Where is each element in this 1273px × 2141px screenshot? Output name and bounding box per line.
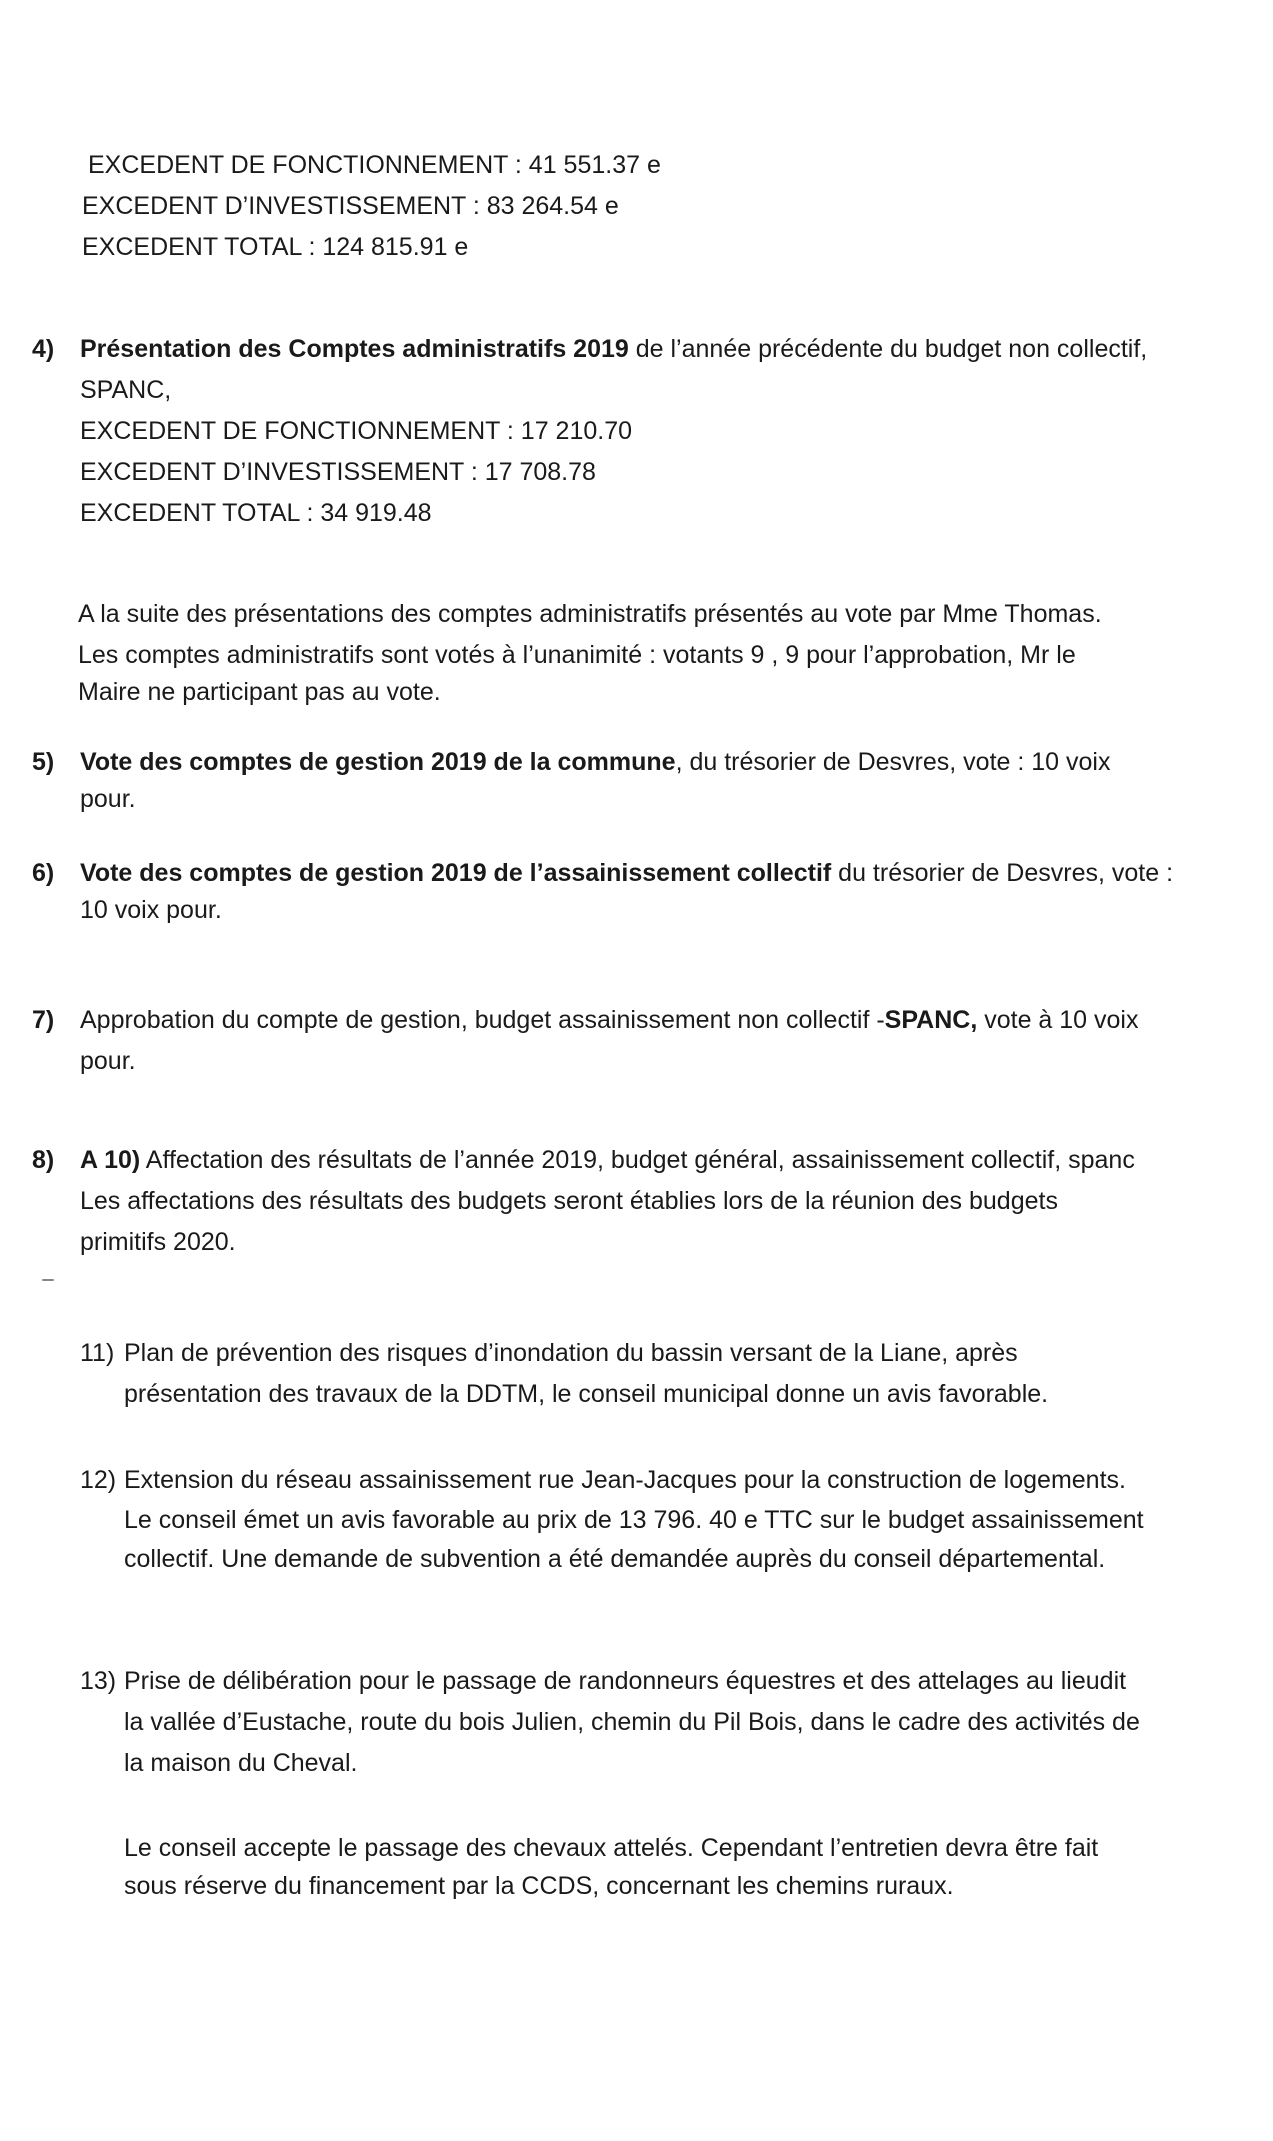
item-6-number: 6) — [32, 859, 55, 887]
item-7-line-2: pour. — [80, 1047, 136, 1075]
item-7-number: 7) — [32, 1006, 55, 1034]
excedent-investissement-1: EXCEDENT D’INVESTISSEMENT : 83 264.54 e — [82, 192, 619, 220]
item-8-line-1 — [80, 1140, 1135, 1181]
item-6-text: du trésorier de Desvres, vote : — [831, 859, 1174, 887]
item-6-bold: Vote des comptes de gestion 2019 de l’assainissement collectif — [80, 859, 832, 887]
item-4-text: de l’année précédente du budget non collectif, — [628, 335, 1148, 363]
item-13-paragraph-line-2: sous réserve du financement par la CCDS, concernant les chemins ruraux. — [124, 1872, 954, 1900]
vote-paragraph-line-2: Les comptes administratifs sont votés à l’unanimité : votants 9 , 9 pour l’approbation, Mr le — [78, 641, 1076, 669]
item-8-bold: A 10) — [80, 1146, 141, 1174]
item-11-line-2: présentation des travaux de la DDTM, le conseil municipal donne un avis favorable. — [124, 1380, 1049, 1408]
item-4-number: 4) — [32, 335, 55, 363]
item-8-number: 8) — [32, 1146, 55, 1174]
item-4-excedent-investissement: EXCEDENT D’INVESTISSEMENT : 17 708.78 — [80, 458, 596, 486]
item-4-bold: Présentation des Comptes administratifs 2019 — [80, 335, 629, 363]
item-7-text: Approbation du compte de gestion, budget assainissement non collectif - — [80, 1006, 885, 1034]
item-4-line-2: SPANC, — [80, 376, 172, 404]
item-11-line-1: Plan de prévention des risques d’inondation du bassin versant de la Liane, après — [124, 1339, 1018, 1367]
scan-mark — [42, 1279, 54, 1281]
item-13-paragraph-line-1: Le conseil accepte le passage des chevaux attelés. Cependant l’entretien devra être fait — [124, 1834, 1099, 1862]
excedent-total-1: EXCEDENT TOTAL : 124 815.91 e — [82, 233, 469, 261]
item-12-line-1: Extension du réseau assainissement rue Jean-Jacques pour la construction de logements. — [124, 1466, 1126, 1494]
excedent-fonctionnement-1: EXCEDENT DE FONCTIONNEMENT : 41 551.37 e — [88, 151, 661, 179]
item-13-number: 13) — [80, 1667, 117, 1695]
item-11-number: 11) — [80, 1339, 115, 1367]
vote-paragraph-line-1: A la suite des présentations des comptes administratifs présentés au vote par Mme Thomas. — [78, 600, 1102, 628]
vote-paragraph-line-3: Maire ne participant pas au vote. — [78, 678, 441, 706]
item-12-line-3: collectif. Une demande de subvention a été demandée auprès du conseil départemental. — [124, 1545, 1106, 1573]
item-13-line-3: la maison du Cheval. — [124, 1749, 358, 1777]
item-13-line-1: Prise de délibération pour le passage de randonneurs équestres et des attelages au lieudit — [124, 1667, 1127, 1695]
item-13-line-2: la vallée d’Eustache, route du bois Julien, chemin du Pil Bois, dans le cadre des activités de — [124, 1708, 1140, 1736]
item-5-line-2: pour. — [80, 785, 136, 813]
item-12-number: 12) — [80, 1466, 117, 1494]
item-5-text: , du trésorier de Desvres, vote : 10 voix — [675, 748, 1111, 776]
item-4-line-1 — [80, 329, 1147, 370]
item-7-line-1 — [80, 1000, 1139, 1041]
item-12-line-2: Le conseil émet un avis favorable au prix de 13 796. 40 e TTC sur le budget assainissement — [124, 1506, 1144, 1534]
item-5-line-1 — [80, 742, 1110, 783]
item-4-excedent-total: EXCEDENT TOTAL : 34 919.48 — [80, 499, 432, 527]
item-7-text-2: vote à 10 voix — [977, 1006, 1139, 1034]
item-8-line-2: Les affectations des résultats des budgets seront établies lors de la réunion des budgets — [80, 1187, 1058, 1215]
item-8-text: Affectation des résultats de l’année 2019, budget général, assainissement collectif, spanc — [140, 1146, 1135, 1174]
item-5-bold: Vote des comptes de gestion 2019 de la commune — [80, 748, 676, 776]
item-6-line-2: 10 voix pour. — [80, 896, 222, 924]
item-4-excedent-fonctionnement: EXCEDENT DE FONCTIONNEMENT : 17 210.70 — [80, 417, 633, 445]
item-7-bold: SPANC, — [884, 1006, 978, 1034]
item-8-line-3: primitifs 2020. — [80, 1228, 236, 1256]
item-6-line-1 — [80, 853, 1173, 894]
item-5-number: 5) — [32, 748, 55, 776]
